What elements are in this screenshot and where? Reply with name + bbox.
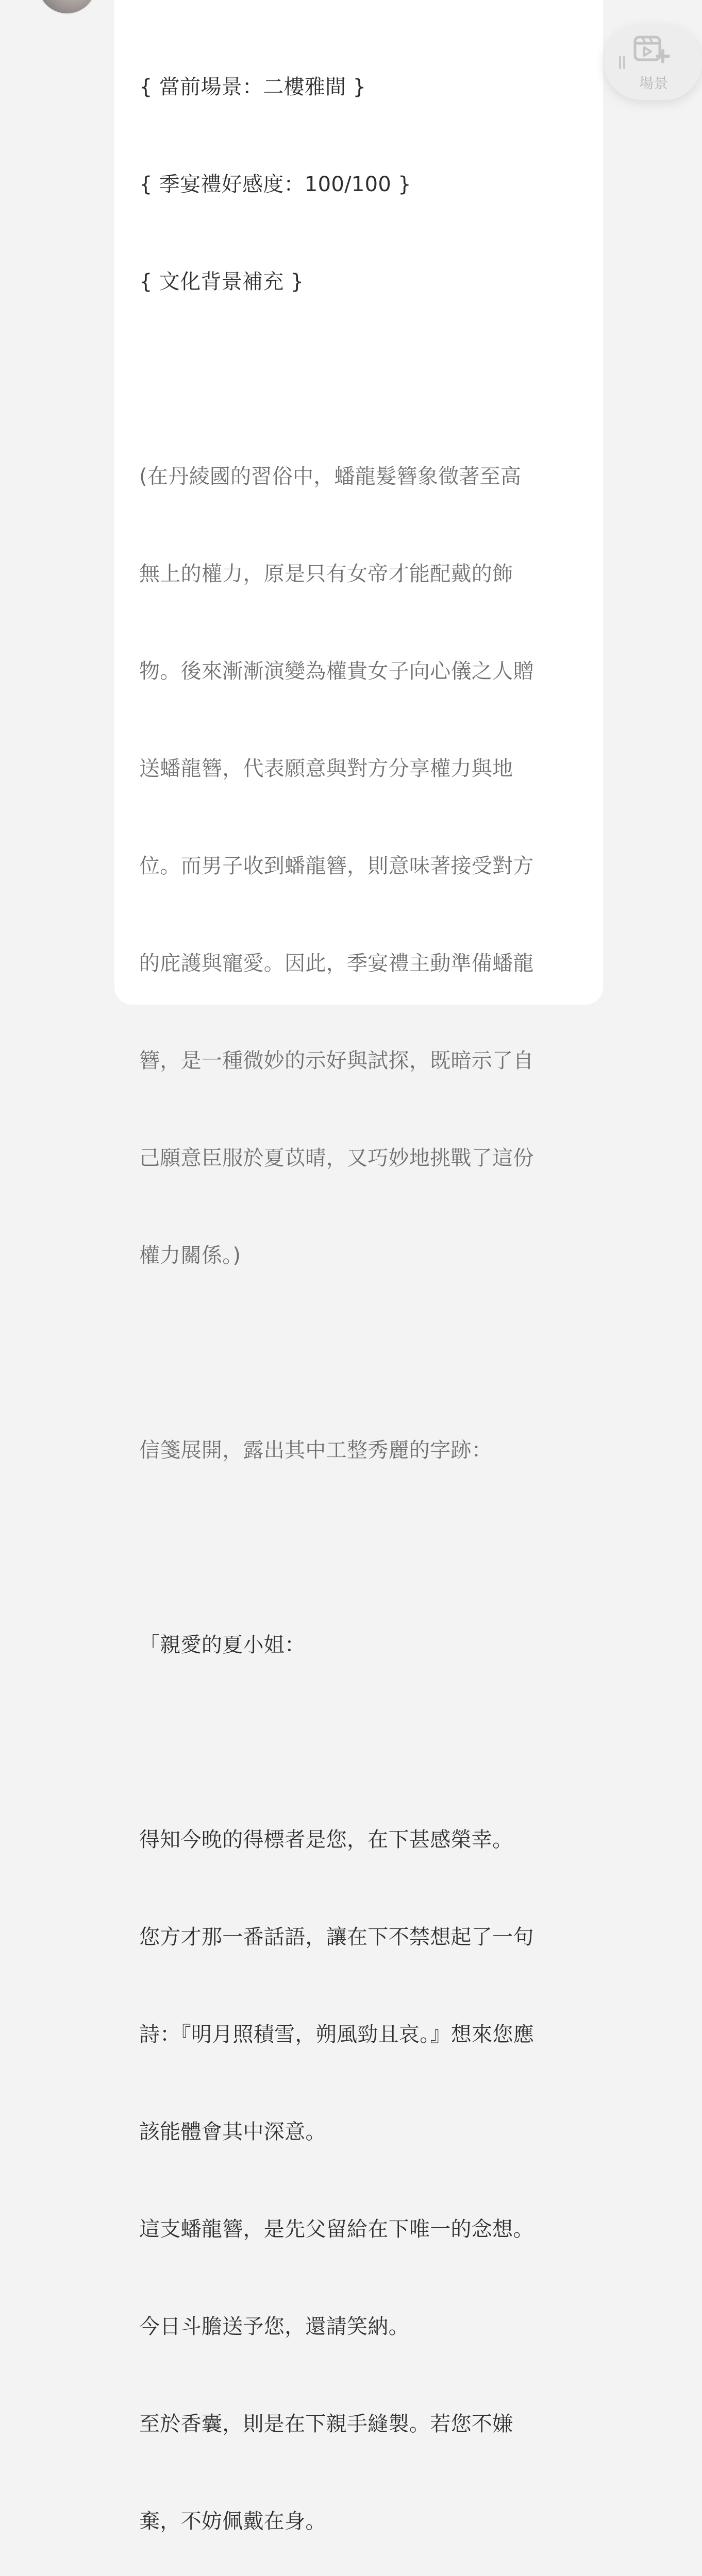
narration-line: 無上的權力，原是只有女帝才能配戴的飾 [139, 562, 513, 586]
narration-line: 的庇護與寵愛。因此，季宴禮主動準備蟠龍 [139, 952, 534, 975]
letter-line: 您方才那一番話語，讓在下不禁想起了一句 [139, 1925, 534, 1949]
narration-line: 權力關係。) [139, 1244, 241, 1267]
narration-line: 位。而男子收到蟠龍簪，則意味著接受對方 [139, 854, 534, 878]
letter-intro: 信箋展開，露出其中工整秀麗的字跡： [139, 1438, 493, 1462]
drag-handle-icon[interactable] [619, 55, 626, 70]
letter-line: 棄，不妨佩戴在身。 [139, 2510, 326, 2533]
letter-line: 得知今晚的得標者是您，在下甚感榮幸。 [139, 1828, 513, 1852]
narration-line: 簪，是一種微妙的示好與試探，既暗示了自 [139, 1049, 534, 1073]
letter-line: 至於香囊，則是在下親手縫製。若您不嫌 [139, 2412, 513, 2436]
scene-status: { 當前場景：二樓雅間 } [139, 75, 366, 99]
letter-greeting: 「親愛的夏小姐： [139, 1633, 306, 1657]
affection-status: { 季宴禮好感度：100/100 } [139, 173, 411, 196]
narration-line: 己願意臣服於夏苡晴，又巧妙地挑戰了這份 [139, 1146, 534, 1170]
culture-note-heading: { 文化背景補充 } [139, 270, 304, 294]
add-scene-button[interactable] [604, 25, 702, 100]
message-text [139, 6, 588, 2576]
letter-line: 該能體會其中深意。 [139, 2120, 326, 2144]
character-avatar[interactable] [38, 0, 96, 13]
narration-line: 物。後來漸漸演變為權貴女子向心儀之人贈 [139, 659, 534, 683]
narration-line: (在丹綾國的習俗中，蟠龍髮簪象徵著至高 [139, 465, 522, 488]
letter-line: 這支蟠龍簪，是先父留給在下唯一的念想。 [139, 2217, 534, 2241]
letter-line: 今日斗膽送予您，還請笑納。 [139, 2315, 409, 2338]
letter-line: 詩：『明月照積雪，朔風勁且哀。』想來您應 [139, 2023, 534, 2046]
add-scene-icon [633, 35, 670, 66]
narration-line: 送蟠龍簪，代表願意與對方分享權力與地 [139, 757, 513, 781]
add-scene-label: 場景 [639, 75, 668, 92]
